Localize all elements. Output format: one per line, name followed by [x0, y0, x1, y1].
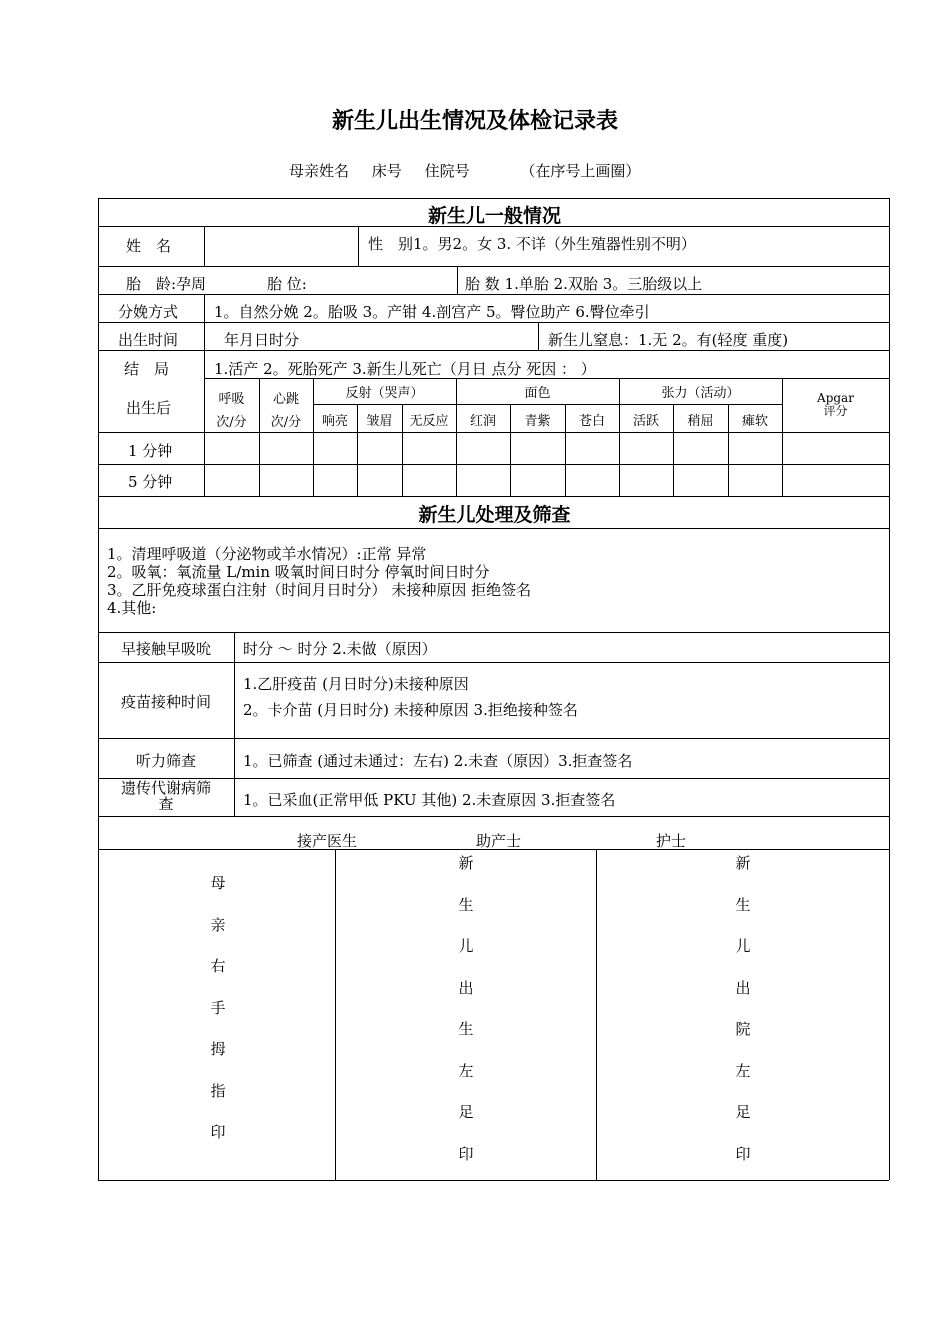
outcome-label: 结 局	[124, 360, 170, 378]
bed-no-label: 床号	[371, 162, 402, 180]
birth-footprint-label: 新 生 儿 出 生 左 足 印	[458, 854, 474, 1163]
treatment-item-oxygen[interactable]: 2。吸氧：氧流量 L/min 吸氧时间日时分 停氧时间日时分	[107, 563, 490, 581]
treatment-items	[107, 545, 531, 617]
color-pale: 苍白	[578, 414, 605, 429]
reflex-frown: 皱眉	[366, 414, 393, 429]
resp-header: 呼吸 次/分	[216, 392, 247, 430]
reflex-loud: 响亮	[321, 414, 348, 429]
discharge-footprint-label: 新 生 儿 出 院 左 足 印	[735, 854, 751, 1163]
tone-active: 活跃	[632, 414, 659, 429]
reflex-none: 无反应	[409, 414, 449, 429]
row-5-minute: 5 分钟	[128, 473, 173, 491]
metabolic-value[interactable]: 1。已采血(正常甲低 PKU 其他) 2.未查原因 3.拒查签名	[243, 791, 616, 809]
apgar-header: Apgar 评分	[817, 391, 854, 418]
hearing-label: 听力筛查	[135, 752, 196, 770]
midwife-signature[interactable]: 助产士	[476, 832, 522, 850]
delivery-mode-label: 分娩方式	[118, 303, 179, 321]
color-pink: 红润	[469, 414, 496, 429]
mother-thumbprint-label: 母 亲 右 手 拇 指 印	[210, 874, 226, 1141]
circle-note: （在序号上画圈）	[520, 162, 641, 180]
tone-flexed: 稍屈	[687, 414, 714, 429]
hearing-value[interactable]: 1。已筛查 (通过未通过：左右) 2.未查（原因）3.拒查签名	[243, 752, 633, 770]
mother-name-label: 母亲姓名	[289, 162, 350, 180]
color-header: 面色	[524, 386, 551, 401]
treatment-item-hbig[interactable]: 3。乙肝免疫球蛋白注射（时间月日时分） 未接种原因 拒绝签名	[107, 581, 532, 599]
tone-limp: 瘫软	[741, 414, 768, 429]
section-treatment-heading: 新生儿处理及筛查	[418, 504, 571, 526]
treatment-item-other[interactable]: 4.其他:	[107, 599, 157, 617]
birth-time-value[interactable]: 年月日时分	[224, 331, 300, 349]
vaccine-hepb[interactable]: 1.乙肝疫苗 (月日时分)未接种原因	[243, 675, 469, 693]
color-cyanotic: 青紫	[524, 414, 551, 429]
subtitle-row	[289, 160, 658, 181]
gestational-age-field[interactable]: 胎 龄:孕周	[126, 275, 207, 293]
treatment-item-airway[interactable]: 1。清理呼吸道（分泌物或羊水情况）:正常 异常	[107, 545, 427, 563]
admission-no-label: 住院号	[424, 162, 470, 180]
metabolic-label: 遗传代谢病筛 查	[120, 779, 211, 813]
delivery-mode-options[interactable]: 1。自然分娩 2。胎吸 3。产钳 4.剖宫产 5。臀位助产 6.臀位牵引	[214, 303, 650, 321]
section-general-heading: 新生儿一般情况	[427, 205, 561, 227]
fetal-position-field[interactable]: 胎 位:	[267, 275, 307, 293]
sex-field[interactable]: 性 别1。男2。女 3. 不详（外生殖器性别不明）	[368, 235, 696, 253]
birth-time-label: 出生时间	[118, 331, 179, 349]
heart-rate-header: 心跳 次/分	[270, 392, 302, 430]
reflex-header: 反射（哭声）	[345, 386, 424, 401]
vaccine-bcg[interactable]: 2。卡介苗 (月日时分) 未接种原因 3.拒绝接种签名	[243, 701, 578, 719]
row-1-minute: 1 分钟	[128, 442, 173, 460]
asphyxia-field[interactable]: 新生儿窒息：1.无 2。有(轻度 重度)	[548, 331, 789, 349]
early-contact-label: 早接触早吸吮	[120, 640, 211, 658]
name-label: 姓 名	[126, 237, 172, 255]
outcome-options[interactable]: 1.活产 2。死胎死产 3.新生儿死亡（月日 点分 死因 ： ）	[214, 360, 596, 378]
tone-header: 张力（活动）	[661, 386, 740, 401]
early-contact-value[interactable]: 时分 ～ 时分 2.未做（原因）	[243, 640, 437, 658]
after-birth-label: 出生后	[126, 399, 172, 417]
page-title: 新生儿出生情况及体检记录表	[331, 109, 618, 134]
vaccine-label: 疫苗接种时间	[120, 693, 211, 711]
doctor-signature[interactable]: 接产医生	[297, 832, 358, 850]
fetal-count-field[interactable]: 胎 数 1.单胎 2.双胎 3。三胎级以上	[465, 275, 703, 293]
nurse-signature[interactable]: 护士	[656, 832, 687, 850]
